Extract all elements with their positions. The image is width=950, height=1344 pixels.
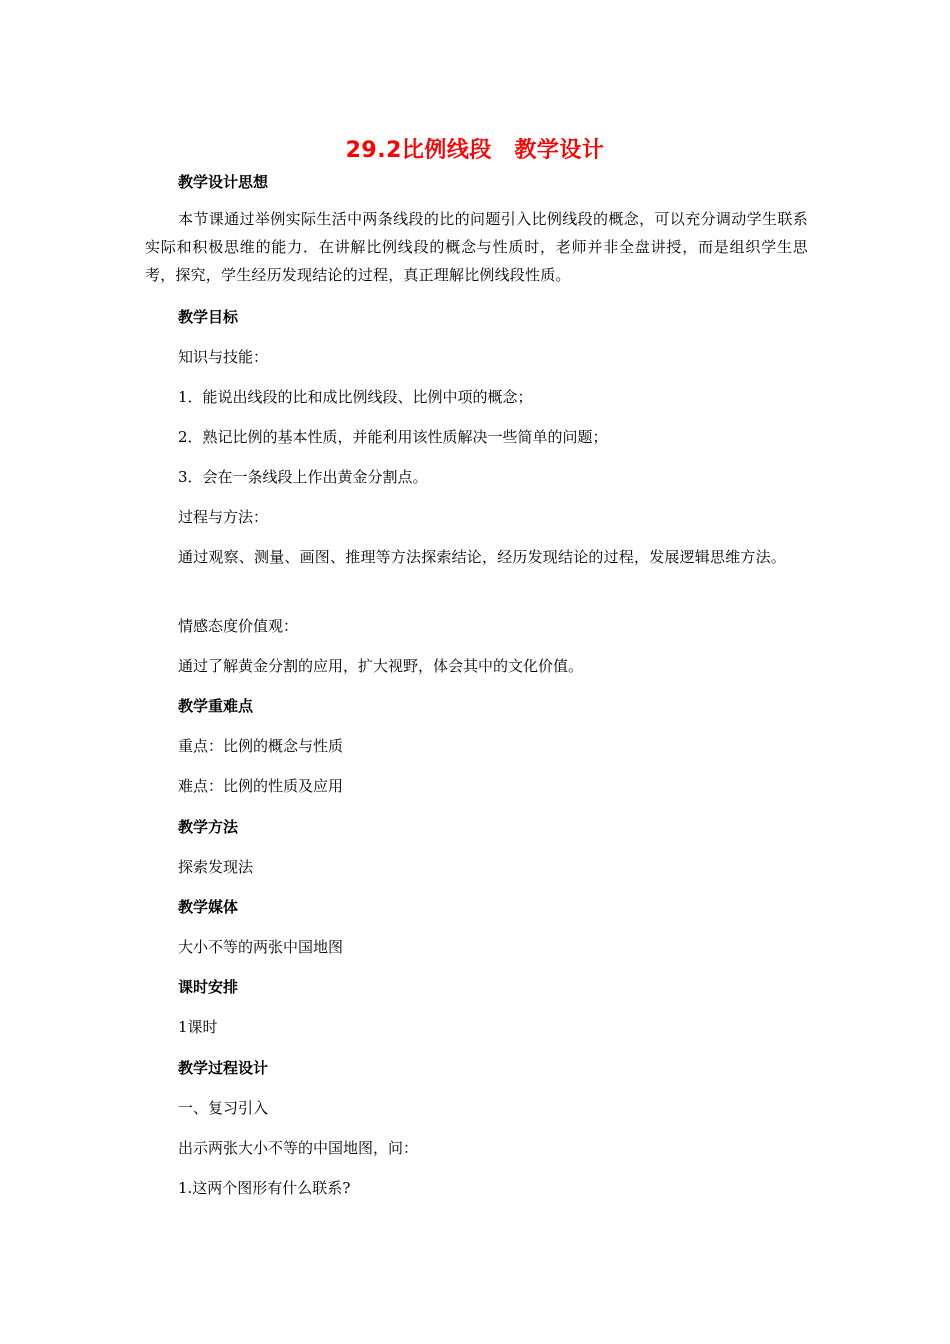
label-process-method: 过程与方法： [178, 508, 269, 526]
heading-key-points: 教学重难点 [178, 697, 254, 715]
list-item-knowledge-3: 3．会在一条线段上作出黄金分割点。 [178, 468, 428, 486]
text-difficult-point: 难点：比例的性质及应用 [178, 777, 344, 795]
heading-design-idea: 教学设计思想 [178, 173, 269, 191]
text-step-review: 一、复习引入 [178, 1099, 269, 1117]
label-attitude-values: 情感态度价值观： [178, 617, 299, 635]
paragraph-process-method: 通过观察、测量、画图、推理等方法探索结论，经历发现结论的过程，发展逻辑思维方法。 [178, 548, 787, 566]
list-item-knowledge-2: 2．熟记比例的基本性质，并能利用该性质解决一些简单的问题； [178, 428, 608, 446]
label-knowledge-skills: 知识与技能： [178, 348, 269, 366]
text-method: 探索发现法 [178, 858, 254, 876]
heading-schedule: 课时安排 [178, 978, 239, 996]
heading-media: 教学媒体 [178, 898, 239, 916]
text-attitude-values: 通过了解黄金分割的应用，扩大视野，体会其中的文化价值。 [178, 657, 584, 675]
heading-method: 教学方法 [178, 818, 239, 836]
list-item-knowledge-1: 1．能说出线段的比和成比例线段、比例中项的概念； [178, 388, 533, 406]
heading-objectives: 教学目标 [178, 308, 239, 326]
text-question-1: 1.这两个图形有什么联系? [178, 1179, 351, 1197]
text-intro-maps: 出示两张大小不等的中国地图，问： [178, 1139, 419, 1157]
heading-process-design: 教学过程设计 [178, 1059, 269, 1077]
text-key-point: 重点：比例的概念与性质 [178, 737, 344, 755]
document-title: 29.2比例线段 教学设计 [345, 138, 605, 163]
text-schedule: 1课时 [178, 1018, 218, 1036]
paragraph-design-idea: 本节课通过举例实际生活中两条线段的比的问题引入比例线段的概念，可以充分调动学生联系实际和积极思维的能力．在讲解比例线段的概念与性质时，老师并非全盘讲授，而是组织学生思考，探究，学生经历发现结论的过程，真正理解比例线段性质。 [145, 210, 808, 284]
text-media: 大小不等的两张中国地图 [178, 938, 344, 956]
